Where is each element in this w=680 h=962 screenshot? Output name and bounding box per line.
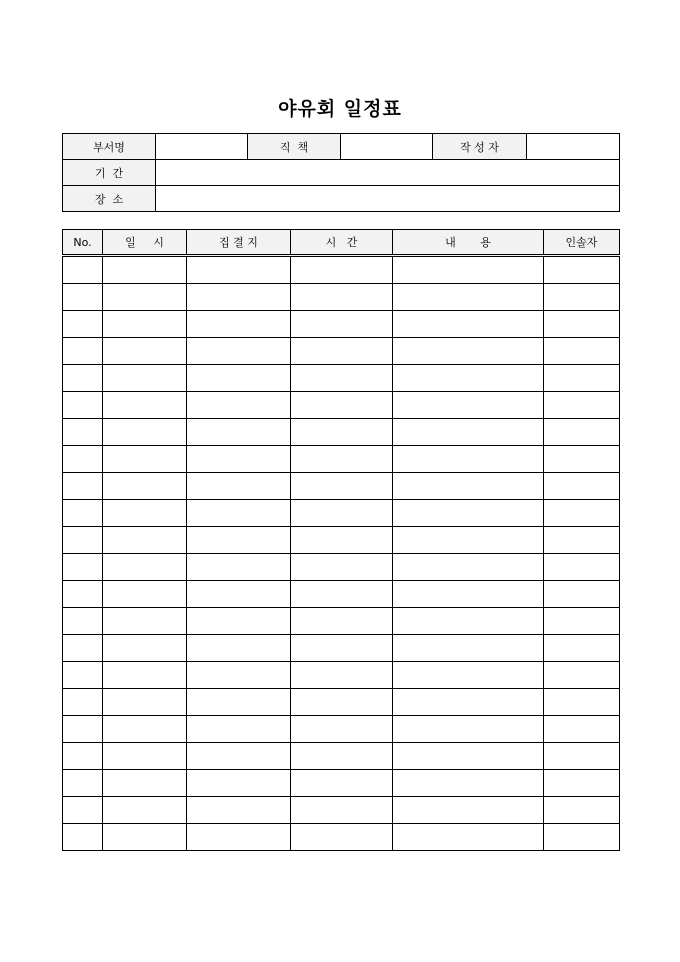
info-row-dept — [63, 134, 620, 160]
time-cell[interactable] — [291, 554, 393, 581]
place-label: 장 소 — [63, 186, 156, 212]
content-cell[interactable] — [393, 527, 544, 554]
leader-cell[interactable] — [544, 284, 620, 311]
leader-cell[interactable] — [544, 500, 620, 527]
content-cell[interactable] — [393, 635, 544, 662]
table-row — [63, 527, 620, 554]
content-cell[interactable] — [393, 743, 544, 770]
meeting-point-cell[interactable] — [187, 500, 291, 527]
no-cell[interactable] — [63, 554, 103, 581]
datetime-cell[interactable] — [103, 581, 187, 608]
table-row — [63, 500, 620, 527]
table-row — [63, 311, 620, 338]
period-label: 기 간 — [63, 160, 156, 186]
datetime-cell[interactable] — [103, 797, 187, 824]
leader-cell[interactable] — [544, 473, 620, 500]
meeting-point-cell[interactable] — [187, 689, 291, 716]
no-cell[interactable] — [63, 797, 103, 824]
table-row — [63, 554, 620, 581]
table-row — [63, 446, 620, 473]
header-no: No. — [63, 230, 103, 256]
meeting-point-cell[interactable] — [187, 284, 291, 311]
leader-cell[interactable] — [544, 446, 620, 473]
time-cell[interactable] — [291, 392, 393, 419]
datetime-cell[interactable] — [103, 635, 187, 662]
time-cell[interactable] — [291, 365, 393, 392]
table-row — [63, 770, 620, 797]
position-label: 직 책 — [248, 134, 341, 160]
no-cell[interactable] — [63, 473, 103, 500]
leader-cell[interactable] — [544, 419, 620, 446]
leader-cell[interactable] — [544, 527, 620, 554]
content-cell[interactable] — [393, 473, 544, 500]
datetime-cell[interactable] — [103, 419, 187, 446]
meeting-point-cell[interactable] — [187, 419, 291, 446]
header-time: 시 간 — [291, 230, 393, 256]
leader-cell[interactable] — [544, 392, 620, 419]
datetime-cell[interactable] — [103, 392, 187, 419]
no-cell[interactable] — [63, 689, 103, 716]
meeting-point-cell[interactable] — [187, 311, 291, 338]
meeting-point-cell[interactable] — [187, 797, 291, 824]
content-cell[interactable] — [393, 500, 544, 527]
no-cell[interactable] — [63, 419, 103, 446]
leader-cell[interactable] — [544, 770, 620, 797]
content-cell[interactable] — [393, 338, 544, 365]
info-table — [62, 133, 620, 212]
content-cell[interactable] — [393, 419, 544, 446]
no-cell[interactable] — [63, 311, 103, 338]
time-cell[interactable] — [291, 284, 393, 311]
table-row — [63, 256, 620, 284]
content-cell[interactable] — [393, 689, 544, 716]
leader-cell[interactable] — [544, 338, 620, 365]
schedule-table — [62, 229, 620, 851]
table-row — [63, 284, 620, 311]
place-field[interactable] — [156, 186, 620, 212]
content-cell[interactable] — [393, 392, 544, 419]
leader-cell[interactable] — [544, 662, 620, 689]
no-cell[interactable] — [63, 338, 103, 365]
no-cell[interactable] — [63, 500, 103, 527]
no-cell[interactable] — [63, 392, 103, 419]
author-label: 작 성 자 — [433, 134, 527, 160]
content-cell[interactable] — [393, 284, 544, 311]
time-cell[interactable] — [291, 311, 393, 338]
meeting-point-cell[interactable] — [187, 824, 291, 851]
time-cell[interactable] — [291, 824, 393, 851]
table-row — [63, 662, 620, 689]
content-cell[interactable] — [393, 662, 544, 689]
no-cell[interactable] — [63, 662, 103, 689]
meeting-point-cell[interactable] — [187, 716, 291, 743]
table-row — [63, 716, 620, 743]
page-title: 야유회 일정표 — [278, 98, 402, 120]
header-meeting-point: 집 결 지 — [187, 230, 291, 256]
datetime-cell[interactable] — [103, 256, 187, 284]
datetime-cell[interactable] — [103, 365, 187, 392]
leader-cell[interactable] — [544, 635, 620, 662]
no-cell[interactable] — [63, 581, 103, 608]
no-cell[interactable] — [63, 284, 103, 311]
no-cell[interactable] — [63, 365, 103, 392]
time-cell[interactable] — [291, 797, 393, 824]
table-row — [63, 365, 620, 392]
schedule-body — [63, 256, 620, 851]
content-cell[interactable] — [393, 446, 544, 473]
meeting-point-cell[interactable] — [187, 554, 291, 581]
content-cell[interactable] — [393, 581, 544, 608]
datetime-cell[interactable] — [103, 662, 187, 689]
time-cell[interactable] — [291, 716, 393, 743]
no-cell[interactable] — [63, 446, 103, 473]
time-cell[interactable] — [291, 338, 393, 365]
table-row — [63, 824, 620, 851]
meeting-point-cell[interactable] — [187, 446, 291, 473]
author-field[interactable] — [527, 134, 620, 160]
time-cell[interactable] — [291, 743, 393, 770]
meeting-point-cell[interactable] — [187, 608, 291, 635]
datetime-cell[interactable] — [103, 716, 187, 743]
datetime-cell[interactable] — [103, 770, 187, 797]
meeting-point-cell[interactable] — [187, 256, 291, 284]
leader-cell[interactable] — [544, 824, 620, 851]
datetime-cell[interactable] — [103, 473, 187, 500]
datetime-cell[interactable] — [103, 311, 187, 338]
table-row — [63, 608, 620, 635]
leader-cell[interactable] — [544, 716, 620, 743]
content-cell[interactable] — [393, 770, 544, 797]
time-cell[interactable] — [291, 635, 393, 662]
leader-cell[interactable] — [544, 581, 620, 608]
leader-cell[interactable] — [544, 256, 620, 284]
datetime-cell[interactable] — [103, 689, 187, 716]
no-cell[interactable] — [63, 743, 103, 770]
content-cell[interactable] — [393, 608, 544, 635]
time-cell[interactable] — [291, 473, 393, 500]
schedule-header-row — [63, 230, 620, 256]
no-cell[interactable] — [63, 824, 103, 851]
table-row — [63, 743, 620, 770]
meeting-point-cell[interactable] — [187, 338, 291, 365]
time-cell[interactable] — [291, 256, 393, 284]
datetime-cell[interactable] — [103, 446, 187, 473]
table-row — [63, 473, 620, 500]
content-cell[interactable] — [393, 797, 544, 824]
time-cell[interactable] — [291, 527, 393, 554]
time-cell[interactable] — [291, 608, 393, 635]
no-cell[interactable] — [63, 716, 103, 743]
time-cell[interactable] — [291, 500, 393, 527]
datetime-cell[interactable] — [103, 554, 187, 581]
content-cell[interactable] — [393, 716, 544, 743]
table-row — [63, 797, 620, 824]
info-row-period — [63, 160, 620, 186]
no-cell[interactable] — [63, 608, 103, 635]
no-cell[interactable] — [63, 527, 103, 554]
no-cell[interactable] — [63, 770, 103, 797]
datetime-cell[interactable] — [103, 527, 187, 554]
dept-field[interactable] — [156, 134, 248, 160]
datetime-cell[interactable] — [103, 608, 187, 635]
info-row-place — [63, 186, 620, 212]
time-cell[interactable] — [291, 662, 393, 689]
leader-cell[interactable] — [544, 689, 620, 716]
time-cell[interactable] — [291, 419, 393, 446]
content-cell[interactable] — [393, 311, 544, 338]
header-content: 내 용 — [393, 230, 544, 256]
time-cell[interactable] — [291, 689, 393, 716]
table-row — [63, 419, 620, 446]
meeting-point-cell[interactable] — [187, 743, 291, 770]
leader-cell[interactable] — [544, 743, 620, 770]
content-cell[interactable] — [393, 256, 544, 284]
no-cell[interactable] — [63, 635, 103, 662]
leader-cell[interactable] — [544, 608, 620, 635]
table-row — [63, 338, 620, 365]
meeting-point-cell[interactable] — [187, 635, 291, 662]
time-cell[interactable] — [291, 446, 393, 473]
datetime-cell[interactable] — [103, 743, 187, 770]
table-row — [63, 392, 620, 419]
header-leader: 인솔자 — [544, 230, 620, 256]
leader-cell[interactable] — [544, 554, 620, 581]
meeting-point-cell[interactable] — [187, 527, 291, 554]
time-cell[interactable] — [291, 581, 393, 608]
datetime-cell[interactable] — [103, 824, 187, 851]
no-cell[interactable] — [63, 256, 103, 284]
table-row — [63, 689, 620, 716]
table-row — [63, 635, 620, 662]
meeting-point-cell[interactable] — [187, 662, 291, 689]
leader-cell[interactable] — [544, 365, 620, 392]
meeting-point-cell[interactable] — [187, 770, 291, 797]
dept-label: 부서명 — [63, 134, 156, 160]
datetime-cell[interactable] — [103, 500, 187, 527]
datetime-cell[interactable] — [103, 284, 187, 311]
meeting-point-cell[interactable] — [187, 365, 291, 392]
meeting-point-cell[interactable] — [187, 473, 291, 500]
table-row — [63, 581, 620, 608]
position-field[interactable] — [341, 134, 433, 160]
time-cell[interactable] — [291, 770, 393, 797]
header-datetime: 일 시 — [103, 230, 187, 256]
datetime-cell[interactable] — [103, 338, 187, 365]
content-cell[interactable] — [393, 824, 544, 851]
leader-cell[interactable] — [544, 797, 620, 824]
content-cell[interactable] — [393, 554, 544, 581]
leader-cell[interactable] — [544, 311, 620, 338]
content-cell[interactable] — [393, 365, 544, 392]
meeting-point-cell[interactable] — [187, 581, 291, 608]
meeting-point-cell[interactable] — [187, 392, 291, 419]
period-field[interactable] — [156, 160, 620, 186]
